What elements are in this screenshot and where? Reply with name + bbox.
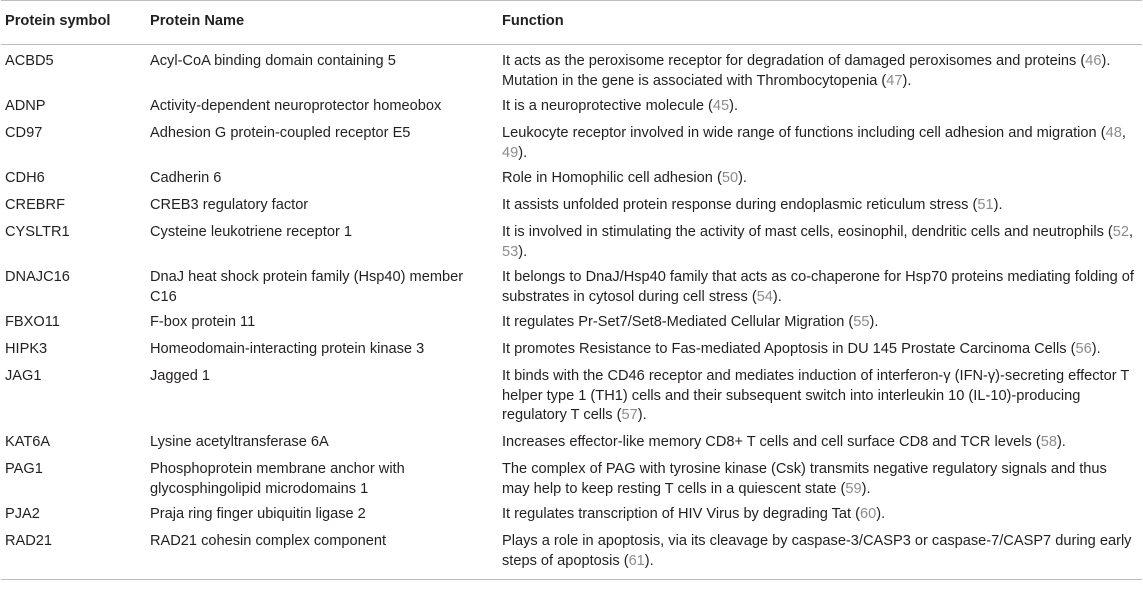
table-row [1, 313, 1142, 340]
protein-function-table [1, 0, 1142, 580]
function-text: It acts as the peroxisome receptor for degradation of damaged peroxisomes and proteins ( [502, 53, 1086, 70]
function-text: ). [993, 197, 1003, 214]
function-text: ). [729, 98, 739, 115]
protein-name-cell: Praja ring finger ubiquitin ligase 2 [150, 506, 366, 523]
function-cell [494, 313, 1142, 340]
reference-number: 56 [1075, 341, 1092, 358]
reference-number: 59 [845, 480, 862, 497]
table-row [1, 532, 1142, 580]
reference-number: 52 [1112, 224, 1130, 241]
reference-number: 57 [621, 406, 638, 423]
function-cell [494, 367, 1142, 433]
protein-name-cell: Adhesion G protein-coupled receptor E5 [150, 125, 411, 142]
table-row [1, 196, 1142, 223]
function-cell [494, 97, 1142, 124]
function-text: ). [518, 243, 528, 260]
table-body [1, 45, 1142, 580]
function-text: ). [876, 506, 886, 523]
protein-name-cell: DnaJ heat shock protein family (Hsp40) member C16 [150, 269, 464, 305]
protein-symbol-cell: RAD21 [5, 533, 53, 550]
table-row [1, 460, 1142, 505]
protein-name-cell: Homeodomain-interacting protein kinase 3 [150, 341, 425, 358]
protein-symbol-cell: KAT6A [5, 434, 51, 451]
table-row [1, 169, 1142, 196]
table-row [1, 45, 1142, 98]
function-cell [494, 460, 1142, 505]
protein-name-cell: Jagged 1 [150, 368, 211, 385]
protein-symbol-cell: ACBD5 [5, 53, 54, 70]
protein-name-cell: Lysine acetyltransferase 6A [150, 434, 329, 451]
function-text: ). [902, 72, 912, 89]
protein-symbol-cell: FBXO11 [5, 314, 60, 331]
function-text: ). [637, 406, 647, 423]
protein-name-cell: Phosphoprotein membrane anchor with glycosphingolipid microdomains 1 [150, 461, 405, 497]
reference-number: 46 [1085, 53, 1102, 70]
table-row [1, 367, 1142, 433]
reference-number: 60 [860, 506, 877, 523]
header-row [1, 1, 1142, 45]
protein-symbol-cell: CDH6 [5, 170, 45, 187]
protein-name-cell: Activity-dependent neuroprotector homeobox [150, 98, 442, 115]
function-cell [494, 532, 1142, 580]
reference-number: 48 [1105, 125, 1122, 142]
table-row [1, 340, 1142, 367]
protein-name-cell: Acyl-CoA binding domain containing 5 [150, 53, 396, 70]
function-text: ). [518, 144, 528, 161]
protein-symbol-cell: HIPK3 [5, 341, 48, 358]
function-text: It assists unfolded protein response during endoplasmic reticulum stress ( [502, 197, 978, 214]
function-cell [494, 268, 1142, 313]
protein-name-cell: Cysteine leukotriene receptor 1 [150, 224, 352, 241]
protein-symbol-cell: PAG1 [5, 461, 43, 478]
function-cell [494, 124, 1142, 169]
function-text: Role in Homophilic cell adhesion ( [502, 170, 722, 187]
reference-number: 54 [756, 288, 773, 305]
function-text: It binds with the CD46 receptor and mediates induction of interferon-γ (IFN-γ)-secreting effector T helper type 1 (TH1) cells and their subsequent switch into interleukin 10 (IL-10)-producing regulatory T cells ( [502, 368, 1130, 423]
protein-name-cell: F-box protein 11 [150, 314, 256, 331]
reference-number: 50 [721, 170, 739, 187]
function-text: ). [861, 480, 871, 497]
function-cell [494, 169, 1142, 196]
function-cell [494, 196, 1142, 223]
protein-name-cell: RAD21 cohesin complex component [150, 533, 387, 550]
function-text: ). [869, 314, 879, 331]
reference-number: 53 [502, 243, 519, 260]
protein-symbol-cell: JAG1 [5, 368, 42, 385]
protein-symbol-cell: DNAJC16 [5, 269, 70, 286]
protein-symbol-cell: PJA2 [5, 506, 40, 523]
protein-symbol-cell: CD97 [5, 125, 43, 142]
function-text: It is a neuroprotective molecule ( [502, 98, 713, 115]
reference-number: 61 [628, 552, 645, 569]
table-row [1, 124, 1142, 169]
protein-name-cell: CREB3 regulatory factor [150, 197, 309, 214]
function-text: It is involved in stimulating the activity of mast cells, eosinophil, dendritic cells and neutrophils ( [502, 224, 1113, 241]
function-text: ). [644, 552, 654, 569]
table-row [1, 97, 1142, 124]
table-row [1, 505, 1142, 532]
function-cell [494, 223, 1142, 268]
reference-number: 51 [977, 197, 994, 214]
function-text: ). [1101, 53, 1111, 70]
protein-symbol-cell: CREBRF [5, 197, 65, 214]
header-function: Function [502, 13, 564, 29]
function-text: Leukocyte receptor involved in wide range of functions including cell adhesion and migration ( [502, 125, 1106, 142]
protein-symbol-cell: ADNP [5, 98, 46, 115]
function-text: Mutation in the gene is associated with Thrombocytopenia ( [502, 72, 887, 89]
table-row [1, 433, 1142, 460]
protein-name-cell: Cadherin 6 [150, 170, 222, 187]
protein-symbol-cell: CYSLTR1 [5, 224, 70, 241]
function-cell [494, 340, 1142, 367]
function-text: ). [1056, 434, 1066, 451]
table-row [1, 223, 1142, 268]
function-cell [494, 45, 1142, 98]
reference-number: 58 [1040, 434, 1057, 451]
function-text: , [1121, 125, 1126, 142]
function-text: ). [738, 170, 747, 187]
table-row [1, 268, 1142, 313]
header-protein-name: Protein Name [150, 13, 245, 29]
function-text: It promotes Resistance to Fas-mediated Apoptosis in DU 145 Prostate Carcinoma Cells ( [502, 341, 1076, 358]
reference-number: 45 [712, 98, 730, 115]
function-text: It regulates transcription of HIV Virus by degrading Tat ( [502, 506, 861, 523]
function-text: Increases effector-like memory CD8+ T cells and cell surface CD8 and TCR levels ( [502, 434, 1041, 451]
function-text: The complex of PAG with tyrosine kinase (Csk) transmits negative regulatory signals and thus may help to keep resting T cells in a quiescent state ( [502, 461, 1107, 497]
reference-number: 55 [853, 314, 870, 331]
function-cell [494, 505, 1142, 532]
header-protein-symbol: Protein symbol [5, 13, 111, 29]
reference-number: 49 [502, 144, 519, 161]
function-text: It belongs to DnaJ/Hsp40 family that acts as co-chaperone for Hsp70 proteins mediating folding of substrates in cytosol during cell stress ( [502, 269, 1134, 305]
function-text: , [1129, 224, 1134, 241]
function-text: It regulates Pr-Set7/Set8-Mediated Cellular Migration ( [502, 314, 854, 331]
reference-number: 47 [886, 72, 903, 89]
function-text: ). [772, 288, 782, 305]
table-header [1, 1, 1142, 45]
function-cell [494, 433, 1142, 460]
function-text: Plays a role in apoptosis, via its cleavage by caspase-3/CASP3 or caspase-7/CASP7 during early steps of apoptosis ( [502, 533, 1132, 569]
function-text: ). [1091, 341, 1101, 358]
